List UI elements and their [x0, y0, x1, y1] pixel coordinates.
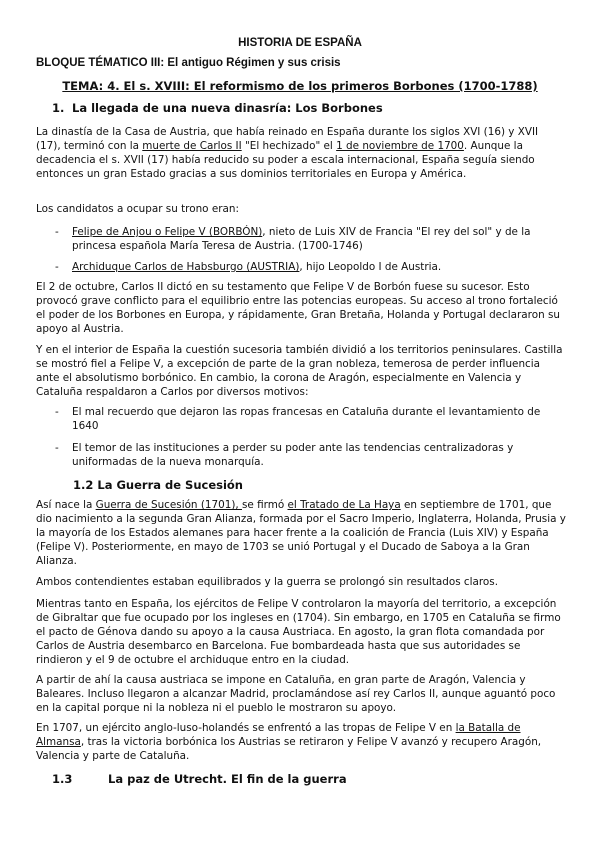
paragraph-9 [36, 721, 566, 763]
tema-heading: TEMA: 4. El s. XVIII: El reformismo de los primeros Borbones (1700-1788) [62, 79, 538, 93]
paragraph-1-text-c: . Aunque la decadencia el s. XVII (17) había reducido su poder a escala internacional, España seguía siendo entonces un gran Estado gracias a sus dominios territoriales en Europa y América. [36, 140, 535, 180]
paragraph-9-text-a: En 1707, un ejército anglo-luso-holandés se enfrentó a las tropas de Felipe V en [36, 722, 456, 734]
list-dash: - [55, 406, 59, 418]
section-1-number: 1. [52, 101, 65, 115]
paragraph-1-text-a: La dinastía de la Casa de Austria, que había reinado en España durante los siglos XVI (16) y XVII (17), terminó con la [36, 126, 539, 152]
section-1-3-heading [52, 772, 347, 786]
paragraph-9-text-b: , tras la victoria borbónica los Austrias se retiraron y Felipe V avanzó y recupero Aragón, Valencia y parte de Cataluña. [36, 736, 542, 762]
link-guerra-sucesion: Guerra de Sucesión (1701), [95, 499, 242, 511]
section-1-3-title: La paz de Utrecht. El fin de la guerra [108, 772, 347, 786]
link-felipe: Felipe de Anjou o Felipe V (BORBÓN) [72, 226, 263, 238]
paragraph-5-text-c: en septiembre de 1701, que dio nacimiento a la segunda Gran Alianza, formada por el Sacro Imperio, Inglaterra, Holanda, Prusia y la mayoría de los Estados alemanes para hacer frente a la coalición de Francia (Luis XIV) y España (Felipe V). Posteriormente, en mayo de 1703 se unió Portugal y el Ducado de Saboya a la Gran Alianza. [36, 499, 566, 567]
candidate-item-carlos [72, 260, 564, 274]
link-date-1700: 1 de noviembre de 1700 [336, 140, 464, 152]
candidate-item-felipe [72, 225, 564, 253]
section-1-title: La llegada de una nueva dinasría: Los Borbones [72, 101, 383, 115]
link-carlos: Archiduque Carlos de Habsburgo (AUSTRIA) [72, 261, 300, 273]
paragraph-6: Ambos contendientes estaban equilibrados y la guerra se prolongó sin resultados claros. [36, 576, 498, 588]
section-1-heading [52, 101, 383, 115]
paragraph-1 [36, 125, 566, 181]
link-muerte-carlos: muerte de Carlos II [142, 140, 242, 152]
document-title: HISTORIA DE ESPAÑA [238, 37, 362, 49]
paragraph-8: A partir de ahí la causa austriaca se impone en Cataluña, en gran parte de Aragón, Valencia y Baleares. Incluso llegaron a alcanzar Madrid, proclamándose así rey Carlos II, aunque aguantó poco en la capital porque ni la nobleza ni el pueblo le mostraron su apoyo. [36, 674, 556, 714]
paragraph-4: Y en el interior de España la cuestión sucesoria también dividió a los territorios peninsulares. Castilla se mostró fiel a Felipe V, a excepción de parte de la gran nobleza, temerosa de perder influencia ante el absolutismo borbónico. En cambio, la corona de Aragón, especialmente en Valencia y Cataluña respaldaron a Carlos por diversos motivos: [36, 344, 563, 398]
paragraph-2: Los candidatos a ocupar su trono eran: [36, 203, 239, 215]
candidate-carlos-text: , hijo Leopoldo I de Austria. [299, 261, 442, 273]
paragraph-7: Mientras tanto en España, los ejércitos de Felipe V controlaron la mayoría del territorio, a excepción de Gibraltar que fue ocupado por los ingleses en (1704). Sin embargo, en 1705 en Cataluña se firmo el pacto de Génova dando su apoyo a la causa Austriaca. En agosto, la gran flota comandada por Carlos de Austria desembarco en Barcelona. Fue bombardeada hasta que sus autoridades se rindieron y el 9 de octubre el archiduque entro en la ciudad. [36, 598, 561, 666]
paragraph-3: El 2 de octubre, Carlos II dictó en su testamento que Felipe V de Borbón fuese su sucesor. Esto provocó grave conflicto para el equilibrio entre las potencias europeas. Su acceso al trono fortaleció el poder de los Borbones en Europa, y rápidamente, Gran Bretaña, Holanda y Portugal declararon su apoyo al Austria. [36, 281, 560, 335]
section-1-3-number: 1.3 [52, 772, 73, 786]
section-1-2-heading: 1.2 La Guerra de Sucesión [73, 478, 243, 492]
paragraph-5-text-b: se firmó [241, 499, 288, 511]
paragraph-5 [36, 498, 566, 568]
list-dash: - [55, 226, 59, 238]
paragraph-1-text-b: "El hechizado" el [241, 140, 337, 152]
motive-item-1: El mal recuerdo que dejaron las ropas francesas en Cataluña durante el levantamiento de 1640 [72, 406, 541, 432]
motive-item-2: El temor de las instituciones a perder su poder ante las tendencias centralizadoras y uniformadas de la nueva monarquía. [72, 442, 514, 468]
paragraph-5-text-a: Así nace la [36, 499, 96, 511]
list-dash: - [55, 442, 59, 454]
link-batalla-almansa: la Batalla de Almansa [36, 722, 521, 748]
block-heading: BLOQUE TÉMATICO III: El antiguo Régimen y sus crisis [36, 57, 341, 69]
list-dash: - [55, 261, 59, 273]
link-tratado-haya: el Tratado de La Haya [287, 499, 401, 511]
candidate-felipe-text: , nieto de Luis XIV de Francia "El rey del sol" y de la princesa española María Teresa de Austria. (1700-1746) [72, 226, 531, 252]
